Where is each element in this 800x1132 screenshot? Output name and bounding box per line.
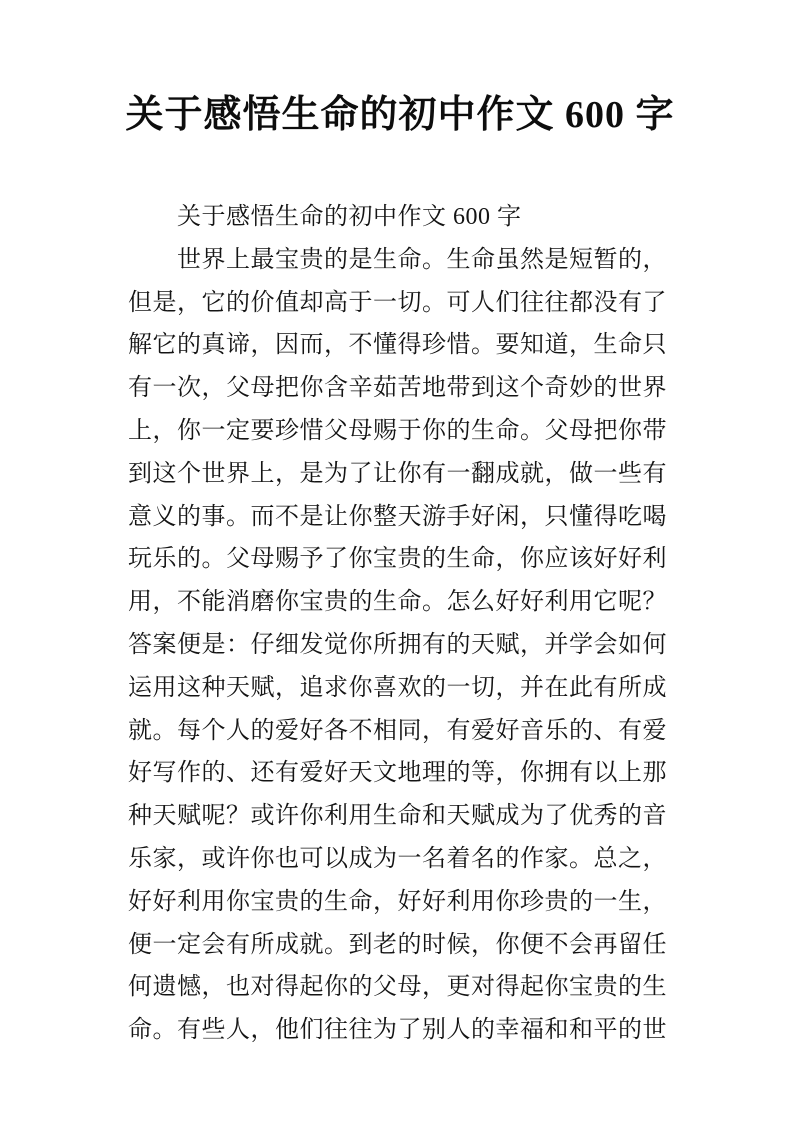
- text-line: 有一次，父母把你含辛茹苦地带到这个奇妙的世界: [128, 375, 667, 402]
- page-title: 关于感悟生命的初中作文 600 字: [125, 94, 675, 136]
- text-line: 运用这种天赋，追求你喜欢的一切，并在此有所成: [128, 674, 667, 701]
- text-line: 用，不能消磨你宝贵的生命。怎么好好利用它呢？: [128, 589, 667, 616]
- text-line: 何遗憾，也对得起你的父母，更对得起你宝贵的生: [128, 974, 667, 1001]
- text-line: 好写作的、还有爱好天文地理的等，你拥有以上那: [128, 760, 667, 787]
- text-line: 命。有些人，他们往往为了别人的幸福和和平的世: [128, 1017, 667, 1044]
- text-line: 好好利用你宝贵的生命，好好利用你珍贵的一生，: [128, 888, 667, 915]
- text-line: 便一定会有所成就。到老的时候，你便不会再留任: [128, 931, 667, 958]
- text-line: 种天赋呢？或许你利用生命和天赋成为了优秀的音: [128, 803, 667, 830]
- text-line: 关于感悟生命的初中作文 600 字: [128, 204, 522, 230]
- text-line: 到这个世界上，是为了让你有一翻成就，做一些有: [128, 460, 667, 487]
- text-line: 世界上最宝贵的是生命。生命虽然是短暂的，: [128, 246, 667, 273]
- text-line: 解它的真谛，因而，不懂得珍惜。要知道，生命只: [128, 332, 667, 359]
- text-line: 乐家，或许你也可以成为一名着名的作家。总之，: [128, 845, 667, 872]
- text-line: 就。每个人的爱好各不相同，有爱好音乐的、有爱: [128, 717, 667, 744]
- text-line: 但是，它的价值却高于一切。可人们往往都没有了: [128, 289, 667, 316]
- text-line: 上，你一定要珍惜父母赐于你的生命。父母把你带: [128, 417, 667, 444]
- text-line: 答案便是：仔细发觉你所拥有的天赋，并学会如何: [128, 631, 667, 658]
- text-line: 意义的事。而不是让你整天游手好闲，只懂得吃喝: [128, 503, 667, 530]
- text-line: 玩乐的。父母赐予了你宝贵的生命，你应该好好利: [128, 546, 667, 573]
- document-body: [128, 196, 688, 1052]
